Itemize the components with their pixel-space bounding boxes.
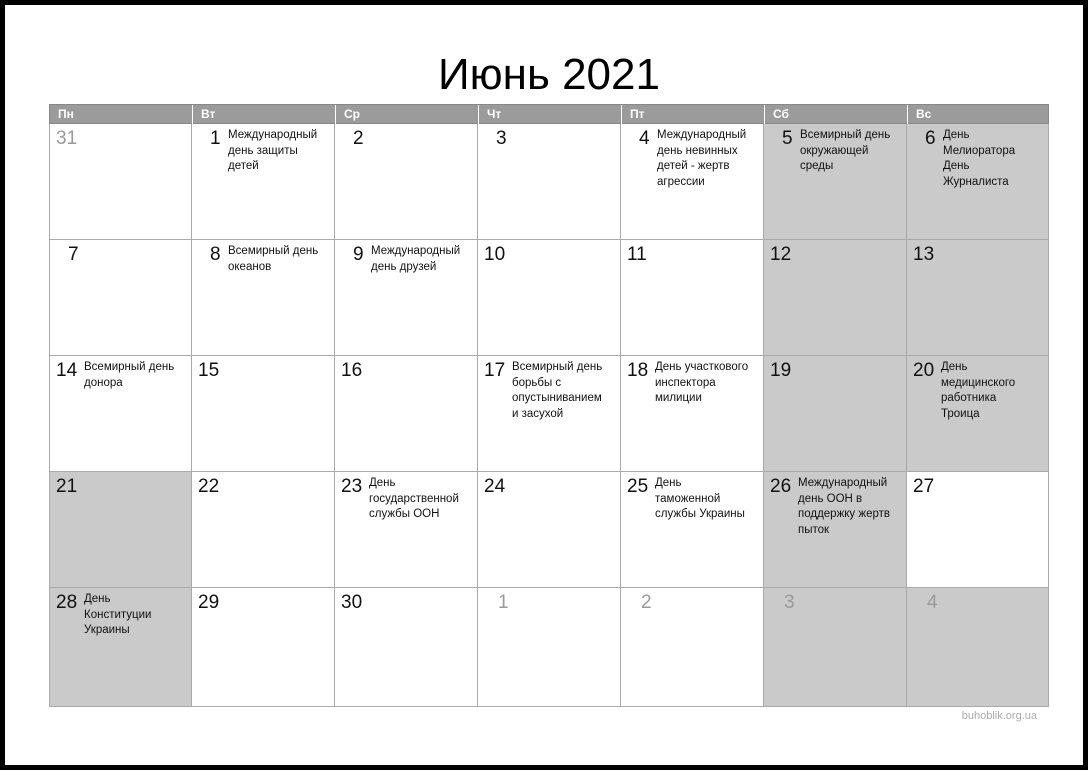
day-number: 22 (198, 476, 220, 497)
day-event: Международный день невинных детей - жертв агрессии (657, 129, 747, 188)
day-event: День участкового инспектора милиции (655, 361, 749, 404)
day-cell (907, 124, 1049, 240)
day-number: 16 (341, 360, 363, 381)
weekday-header: Пт (622, 105, 765, 124)
day-number: 12 (770, 244, 792, 265)
day-event: День Мелиоратора День Журналиста (943, 129, 1016, 188)
day-cell (335, 356, 478, 472)
day-cell (478, 588, 621, 707)
day-cell (764, 588, 907, 707)
day-number: 10 (484, 244, 506, 265)
day-cell (621, 588, 764, 707)
day-cell (49, 472, 192, 588)
day-event: Всемирный день борьбы с опустыниванием и засухой (512, 361, 603, 420)
weekday-header: Вт (193, 105, 336, 124)
day-cell (335, 240, 478, 356)
day-number: 23 (341, 476, 363, 497)
day-event: Международный день защиты детей (228, 129, 318, 172)
day-cell (192, 240, 335, 356)
day-number: 29 (198, 592, 220, 613)
day-event: Международный день ООН в поддержку жертв пыток (798, 477, 890, 536)
day-cell (192, 356, 335, 472)
day-cell (764, 472, 907, 588)
site-footer: buhoblik.org.ua (961, 710, 1037, 722)
day-event: Всемирный день донора (84, 361, 175, 389)
day-number: 31 (56, 128, 78, 149)
day-number: 21 (56, 476, 78, 497)
day-number: 18 (627, 360, 649, 381)
day-cell (907, 588, 1049, 707)
day-cell (621, 124, 764, 240)
day-event: Международный день друзей (371, 245, 461, 273)
day-number: 15 (198, 360, 220, 381)
weekday-header-row (49, 104, 1049, 124)
day-cell (192, 124, 335, 240)
day-cell (49, 124, 192, 240)
day-cell (49, 588, 192, 707)
day-cell (192, 588, 335, 707)
day-cell (621, 356, 764, 472)
weekday-header: Пн (50, 105, 193, 124)
day-number: 27 (913, 476, 935, 497)
day-cell (478, 356, 621, 472)
day-cell (478, 240, 621, 356)
day-number: 8 (210, 244, 221, 265)
day-cell (49, 240, 192, 356)
day-cell (478, 472, 621, 588)
day-number: 11 (627, 244, 647, 265)
day-cell (192, 472, 335, 588)
day-cell (621, 472, 764, 588)
day-number: 4 (927, 592, 938, 613)
day-cell (335, 124, 478, 240)
day-number: 30 (341, 592, 363, 613)
day-number: 26 (770, 476, 792, 497)
day-number: 9 (353, 244, 364, 265)
day-cell (907, 472, 1049, 588)
day-number: 7 (68, 244, 79, 265)
calendar-title: Июнь 2021 (438, 50, 660, 99)
day-number: 2 (641, 592, 652, 613)
day-event: День Конституции Украины (84, 593, 152, 636)
day-cell (764, 124, 907, 240)
day-event: День государственной службы ООН (369, 477, 459, 520)
day-cell (907, 240, 1049, 356)
day-number: 19 (770, 360, 792, 381)
day-cell (335, 588, 478, 707)
weekday-header: Сб (765, 105, 908, 124)
day-number: 25 (627, 476, 649, 497)
day-cell (907, 356, 1049, 472)
day-number: 6 (925, 128, 936, 149)
weekday-header: Вс (908, 105, 1050, 124)
calendar-grid (49, 104, 1049, 707)
day-cell (621, 240, 764, 356)
day-number: 1 (210, 128, 221, 149)
day-event: День медицинского работника Троица (941, 361, 1016, 420)
day-cell (764, 240, 907, 356)
day-number: 17 (484, 360, 506, 381)
day-number: 20 (913, 360, 935, 381)
day-number: 2 (353, 128, 364, 149)
weekday-header: Ср (336, 105, 479, 124)
day-number: 5 (782, 128, 793, 149)
day-event: День таможенной службы Украины (655, 477, 745, 520)
day-number: 3 (496, 128, 507, 149)
day-number: 14 (56, 360, 78, 381)
day-cell (478, 124, 621, 240)
weekday-header: Чт (479, 105, 622, 124)
day-event: Всемирный день окружающей среды (800, 129, 891, 172)
day-cell (49, 356, 192, 472)
day-number: 28 (56, 592, 78, 613)
day-number: 4 (639, 128, 650, 149)
day-event: Всемирный день океанов (228, 245, 319, 273)
day-cell (335, 472, 478, 588)
day-cell (764, 356, 907, 472)
day-number: 13 (913, 244, 935, 265)
day-number: 24 (484, 476, 506, 497)
day-number: 3 (784, 592, 795, 613)
day-number: 1 (498, 592, 509, 613)
